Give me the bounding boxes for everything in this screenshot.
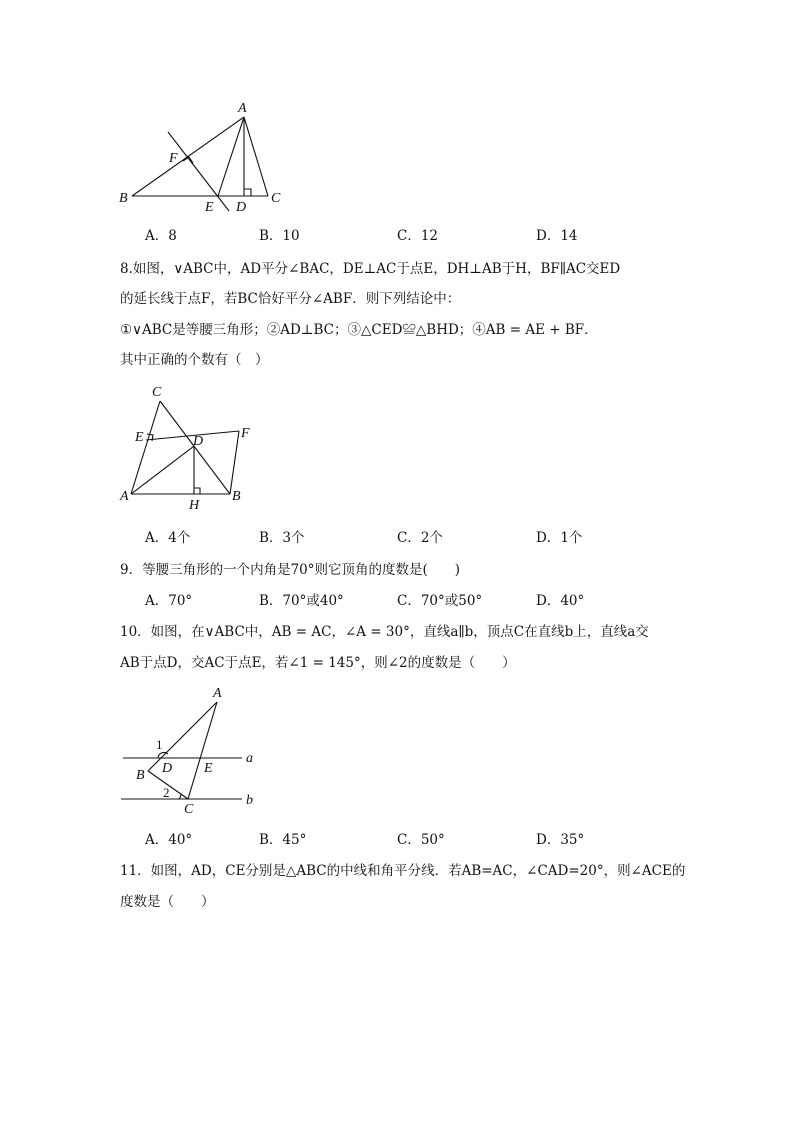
q10-choice-b[interactable]: B．45° [259,832,307,848]
q10-choice-d[interactable]: D．35° [536,832,585,848]
q8-stem-line1: 8.如图，∨ABC中，AD平分∠BAC，DE⊥AC于点E，DH⊥AB于H，BF∥AC交ED [120,261,621,277]
q7-choice-a[interactable]: A．8 [145,228,177,244]
q7-right-angle-D [244,189,251,196]
q10-label-b: b [246,793,253,808]
q8-seg-AC [131,401,160,494]
q8-stem-line3: ①∨ABC是等腰三角形；②AD⊥BC；③△CED≌△BHD；④AB = AE + BF． [120,322,598,338]
q9-stem: 9．等腰三角形的一个内角是70°则它顶角的度数是( ) [120,562,461,578]
q9-choice-a[interactable]: A．70° [145,593,193,609]
q10-stem-line1: 10．如图，在∨ABC中，AB = AC，∠A = 30°，直线a∥b，顶点C在直线b上，直线a交 [120,624,649,640]
q10-stem-line2: AB于点D，交AC于点E，若∠1 = 145°，则∠2的度数是（ ） [120,655,516,671]
q7-label-B: B [119,191,128,206]
q10-label-a: a [246,751,253,766]
q7-perp-line [168,132,229,211]
q7-choice-d[interactable]: D．14 [536,228,578,244]
q7-figure [112,96,302,216]
q7-label-D: D [236,200,247,215]
q8-choice-c[interactable]: C．2个 [397,530,443,546]
q9-choice-c[interactable]: C．70°或50° [397,593,483,609]
q8-figure [112,380,262,515]
q8-stem-line2: 的延长线于点F，若BC恰好平分∠ABF．则下列结论中： [120,291,461,307]
q7-seg-AB [132,117,244,196]
q8-stem-line4: 其中正确的个数有（ ） [120,352,269,368]
q8-label-D: D [193,434,204,449]
q8-label-B: B [232,489,241,504]
q8-label-E: E [135,430,144,445]
q8-label-F: F [241,426,250,441]
q8-label-H: H [189,498,200,513]
q10-label-C: C [184,802,194,817]
q7-label-A: A [238,101,247,116]
q7-choice-c[interactable]: C．12 [397,228,439,244]
q7-choice-b[interactable]: B．10 [259,228,300,244]
q10-figure [112,682,272,817]
q8-right-angle-H [194,488,200,494]
q11-stem-line2: 度数是（ ） [120,894,215,910]
q8-seg-AD [131,446,194,494]
q10-label-D: D [162,761,173,776]
q8-choice-b[interactable]: B．3个 [259,530,305,546]
q10-choice-a[interactable]: A．40° [145,832,193,848]
q9-choice-b[interactable]: B．70°或40° [259,593,344,609]
q10-label-2: 2 [163,785,170,800]
q9-choice-d[interactable]: D．40° [536,593,585,609]
q10-choice-c[interactable]: C．50° [397,832,445,848]
q7-label-F: F [169,151,178,166]
q11-stem-line1: 11．如图，AD，CE分别是△ABC的中线和角平分线．若AB=AC，∠CAD=20°，则∠ACE的 [120,863,686,879]
q8-label-A: A [120,489,129,504]
q10-label-B: B [136,768,145,783]
q8-seg-BF [230,431,239,494]
q10-label-E: E [204,761,213,776]
q8-label-C: C [152,385,162,400]
q8-choice-d[interactable]: D．1个 [536,530,583,546]
q7-seg-AE [218,117,244,196]
q8-choice-a[interactable]: A．4个 [145,530,191,546]
q7-label-E: E [205,200,214,215]
q10-angle-2-arc [179,794,181,799]
q10-label-1: 1 [156,737,163,752]
q7-seg-AC [244,117,268,196]
q7-label-C: C [271,191,281,206]
q10-label-A: A [213,686,222,701]
